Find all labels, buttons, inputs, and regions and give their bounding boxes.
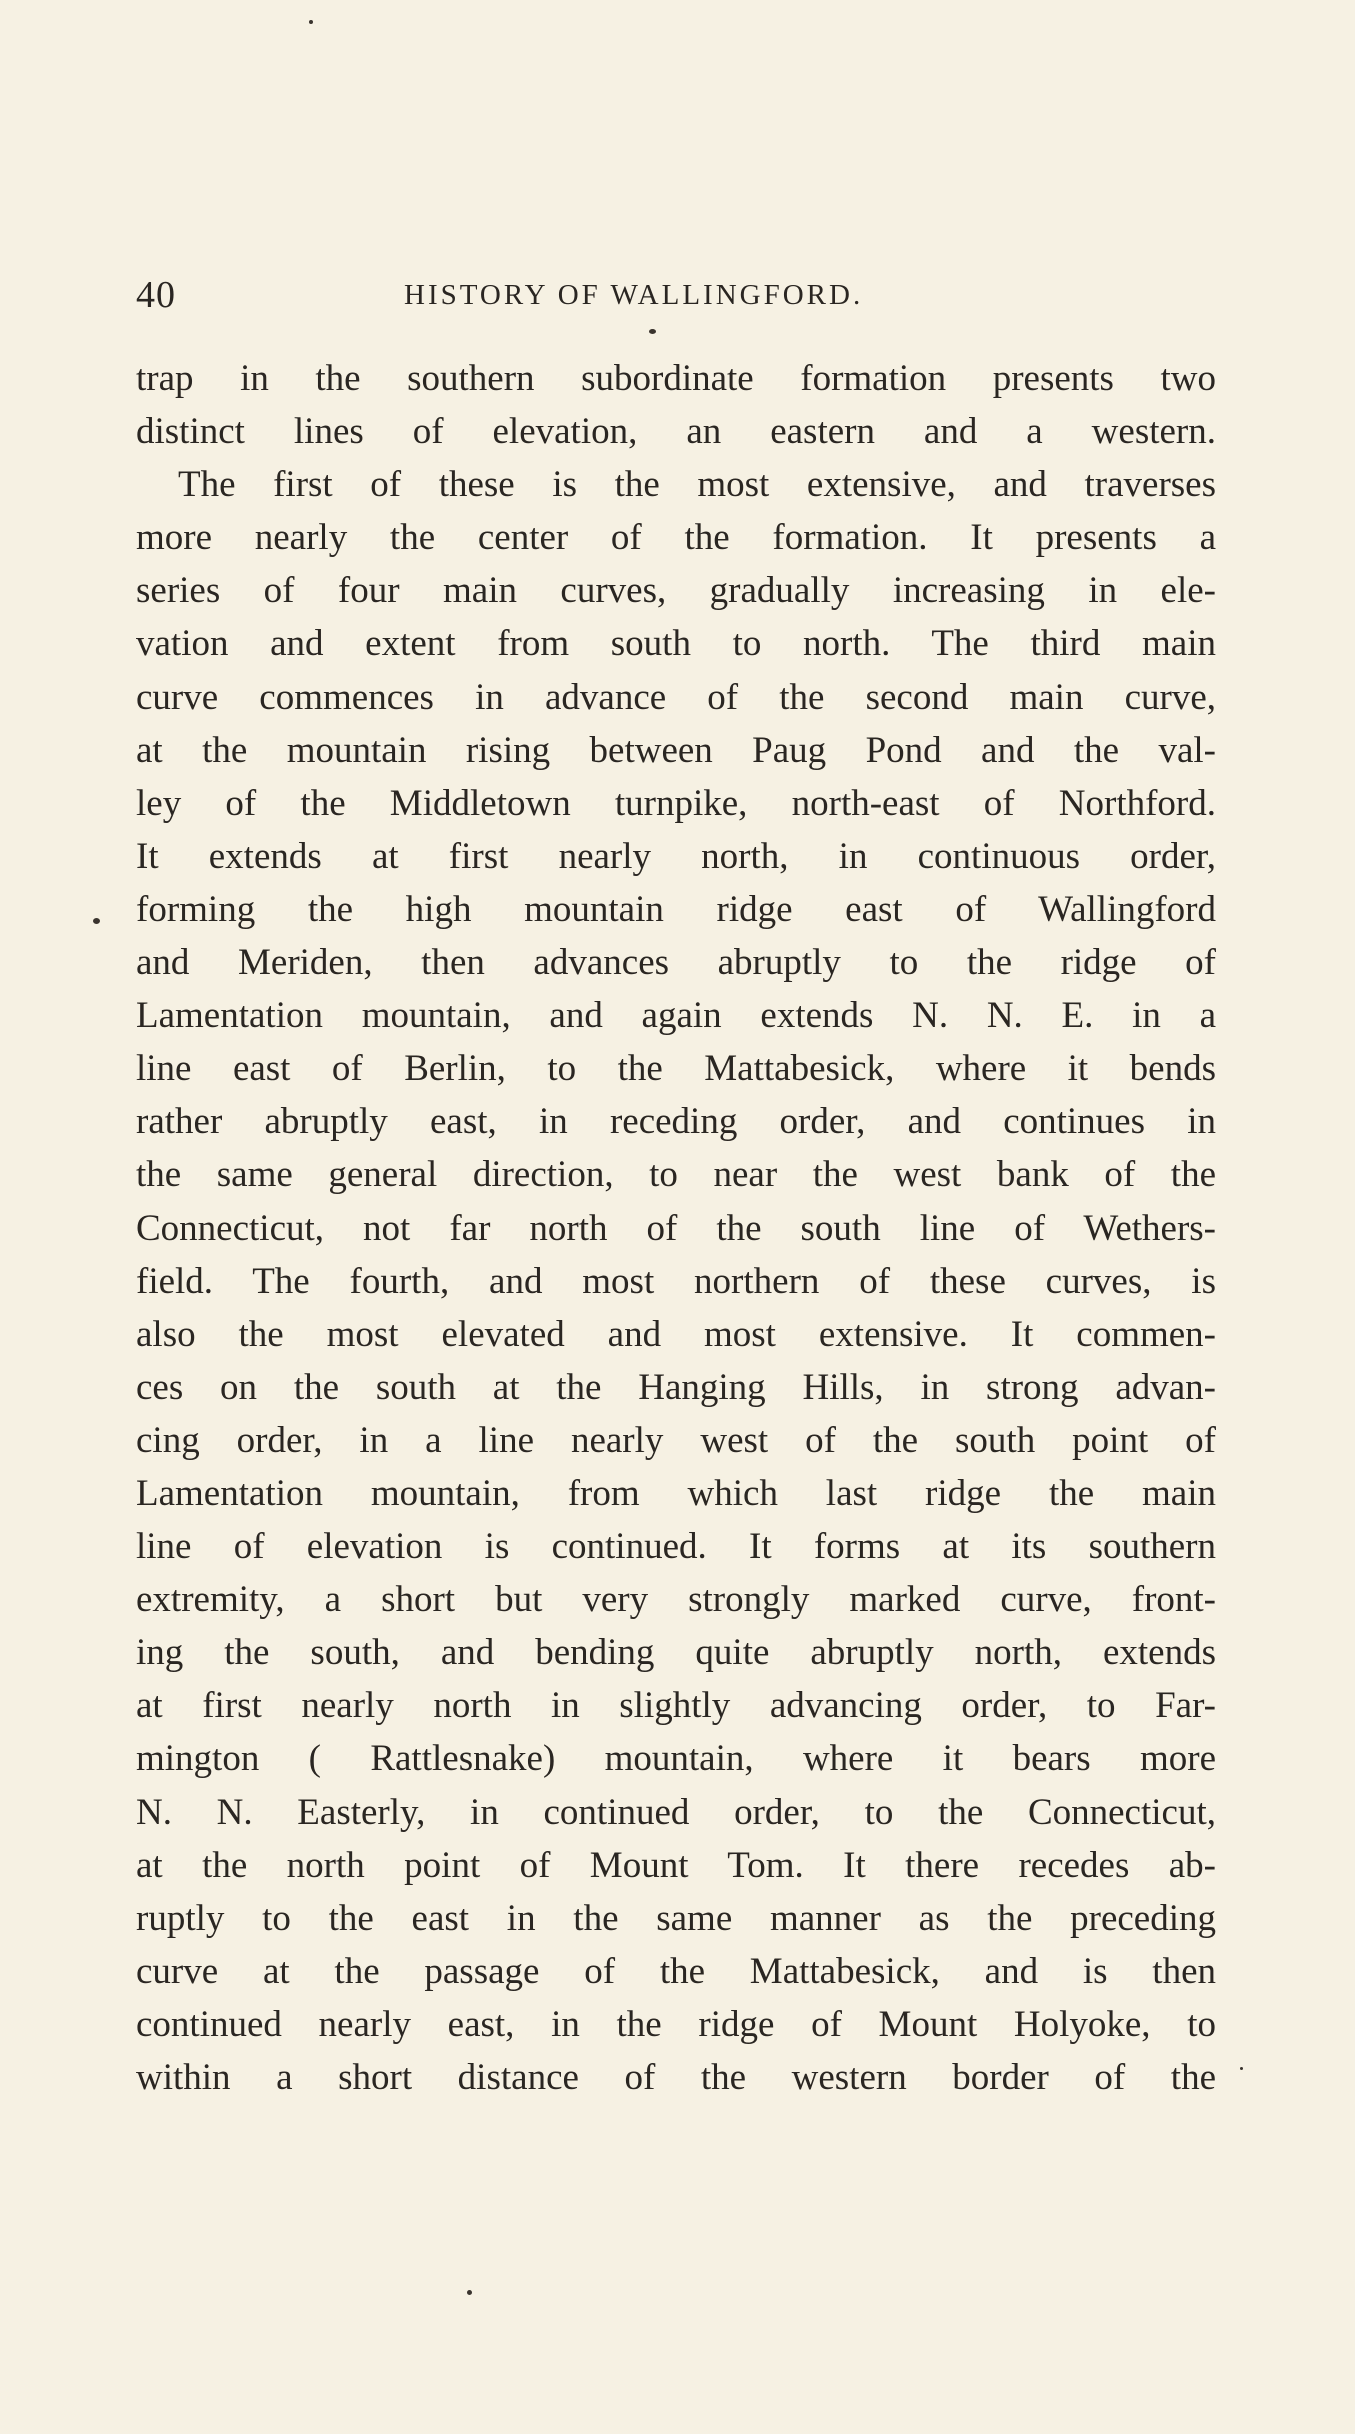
text-line: The first of these is the most extensive, and traverses <box>178 464 1216 506</box>
text-line: line east of Berlin, to the Mattabesick, where it bends <box>136 1048 1216 1090</box>
text-line: Lamentation mountain, and again extends N. N. E. in a <box>136 995 1216 1037</box>
text-line: series of four main curves, gradually increasing in ele- <box>136 570 1216 612</box>
ink-speck <box>649 329 656 334</box>
text-line: trap in the southern subordinate formation presents two <box>136 358 1216 399</box>
text-line: within a short distance of the western border of the <box>136 2057 1216 2098</box>
text-line: field. The fourth, and most northern of these curves, is <box>136 1260 1216 1302</box>
ink-speck <box>1240 2067 1243 2070</box>
text-line: curve commences in advance of the second main curve, <box>136 676 1216 718</box>
text-line: N. N. Easterly, in continued order, to the Connecticut, <box>136 1791 1216 1833</box>
text-line: continued nearly east, in the ridge of Mount Holyoke, to <box>136 2003 1216 2045</box>
text-line: at first nearly north in slightly advancing order, to Far- <box>136 1685 1216 1727</box>
text-line: more nearly the center of the formation. It presents a <box>136 517 1216 559</box>
ink-speck <box>309 20 313 24</box>
page-header <box>136 270 1226 320</box>
running-title: HISTORY OF WALLINGFORD. <box>404 279 864 311</box>
text-line: ruptly to the east in the same manner as the preceding <box>136 1897 1216 1939</box>
text-line: forming the high mountain ridge east of Wallingford <box>136 888 1216 930</box>
text-line: at the north point of Mount Tom. It there recedes ab- <box>136 1844 1216 1886</box>
text-line: Connecticut, not far north of the south line of Wethers- <box>136 1207 1216 1249</box>
text-line: cing order, in a line nearly west of the south point of <box>136 1419 1216 1461</box>
ink-speck <box>467 2290 472 2295</box>
text-line: ley of the Middletown turnpike, north-east of Northford. <box>136 782 1216 824</box>
text-line: mington ( Rattlesnake) mountain, where it bears more <box>136 1738 1216 1780</box>
page-number: 40 <box>136 274 176 316</box>
text-line: It extends at first nearly north, in continuous order, <box>136 835 1216 877</box>
text-line: ces on the south at the Hanging Hills, in strong advan- <box>136 1366 1216 1408</box>
ink-speck <box>93 918 100 924</box>
text-line: also the most elevated and most extensive. It commen- <box>136 1313 1216 1355</box>
text-line: distinct lines of elevation, an eastern and a western. <box>136 411 1216 453</box>
text-line: and Meriden, then advances abruptly to the ridge of <box>136 942 1216 984</box>
text-line: vation and extent from south to north. The third main <box>136 623 1216 665</box>
text-line: extremity, a short but very strongly marked curve, front- <box>136 1579 1216 1621</box>
text-line: line of elevation is continued. It forms at its southern <box>136 1526 1216 1568</box>
text-line: ing the south, and bending quite abruptly north, extends <box>136 1632 1216 1674</box>
text-line: curve at the passage of the Mattabesick, and is then <box>136 1950 1216 1992</box>
text-line: the same general direction, to near the west bank of the <box>136 1154 1216 1196</box>
text-line: at the mountain rising between Paug Pond and the val- <box>136 729 1216 771</box>
body-text <box>136 352 1216 2104</box>
text-line: rather abruptly east, in receding order, and continues in <box>136 1101 1216 1143</box>
text-line: Lamentation mountain, from which last ridge the main <box>136 1472 1216 1514</box>
